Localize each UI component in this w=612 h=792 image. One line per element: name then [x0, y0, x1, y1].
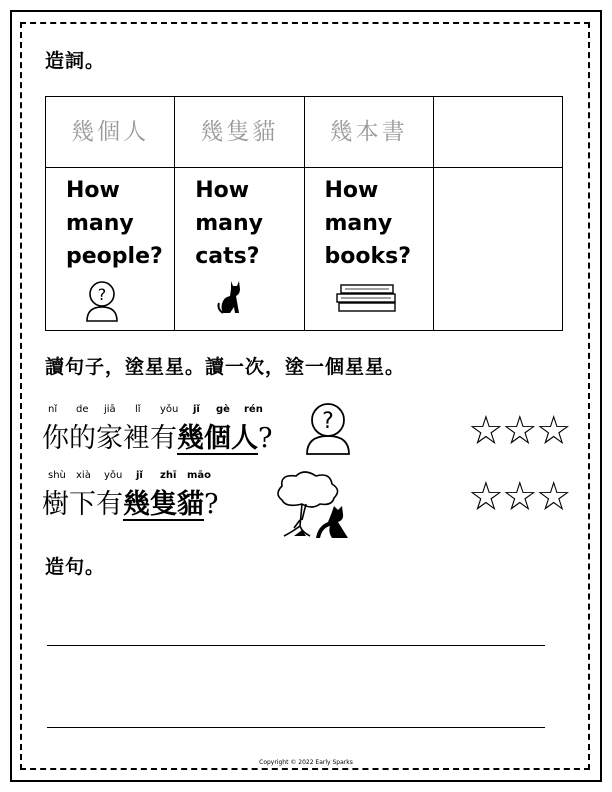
trace-cell[interactable] — [46, 97, 175, 168]
copyright-text: Copyright © 2022 Early Sparks — [259, 759, 353, 766]
english-meaning: How many cats? — [195, 178, 264, 269]
svg-text:?: ? — [322, 409, 334, 434]
svg-text:?: ? — [97, 285, 107, 304]
trace-cell[interactable] — [175, 97, 304, 168]
meaning-cell — [304, 168, 433, 331]
sentence-prefix: 你的家裡有 — [42, 423, 177, 454]
trace-word: 幾個人 — [71, 119, 150, 145]
sentence-prefix: 樹下有 — [42, 489, 123, 520]
pinyin: māo — [187, 470, 212, 481]
english-meaning: How many books? — [324, 178, 411, 269]
pinyin: yǒu — [104, 470, 123, 481]
sentence-text — [42, 416, 272, 455]
rating-stars[interactable]: ☆☆☆ — [468, 474, 570, 520]
trace-cell[interactable] — [304, 97, 433, 168]
pinyin: jiā — [104, 404, 116, 415]
meaning-cell — [175, 168, 304, 331]
trace-cell-blank[interactable] — [433, 97, 562, 168]
vocab-table — [45, 96, 563, 331]
sentence-text — [42, 482, 218, 521]
english-meaning-blank — [434, 168, 562, 174]
pinyin: yǒu — [160, 404, 179, 415]
rating-stars[interactable]: ☆☆☆ — [468, 408, 570, 454]
writing-line[interactable] — [47, 727, 545, 728]
thinking-person-icon — [84, 279, 120, 323]
cat-icon — [215, 279, 245, 317]
tree-cat-icon — [272, 470, 364, 542]
thinking-person-icon — [304, 400, 352, 456]
pinyin: rén — [244, 404, 263, 415]
section-title-read-sentences: 讀句子，塗星星。讀一次，塗一個星星。 — [45, 356, 406, 378]
pinyin: jǐ — [193, 404, 200, 415]
section-title-make-sentence: 造句。 — [45, 556, 106, 578]
pinyin: de — [76, 404, 89, 415]
pinyin: zhī — [160, 470, 177, 481]
trace-word: 幾隻貓 — [200, 119, 279, 145]
pinyin: lǐ — [135, 404, 141, 415]
sentence-keyword: 幾個人 — [177, 423, 258, 454]
meaning-cell-blank — [433, 168, 562, 331]
trace-word: 幾本書 — [329, 119, 408, 145]
pinyin: xià — [76, 470, 91, 481]
pinyin: jǐ — [136, 470, 143, 481]
english-meaning: How many people? — [66, 178, 163, 269]
section-title-make-words: 造詞。 — [45, 50, 106, 72]
writing-line[interactable] — [47, 645, 545, 646]
sentence-keyword: 幾隻貓 — [123, 489, 204, 520]
pinyin: nǐ — [48, 404, 58, 415]
pinyin: shù — [48, 470, 66, 481]
sentence-suffix: ? — [258, 423, 273, 454]
meaning-cell — [46, 168, 175, 331]
pinyin: gè — [216, 404, 230, 415]
books-icon — [335, 283, 399, 313]
sentence-suffix: ? — [204, 489, 219, 520]
